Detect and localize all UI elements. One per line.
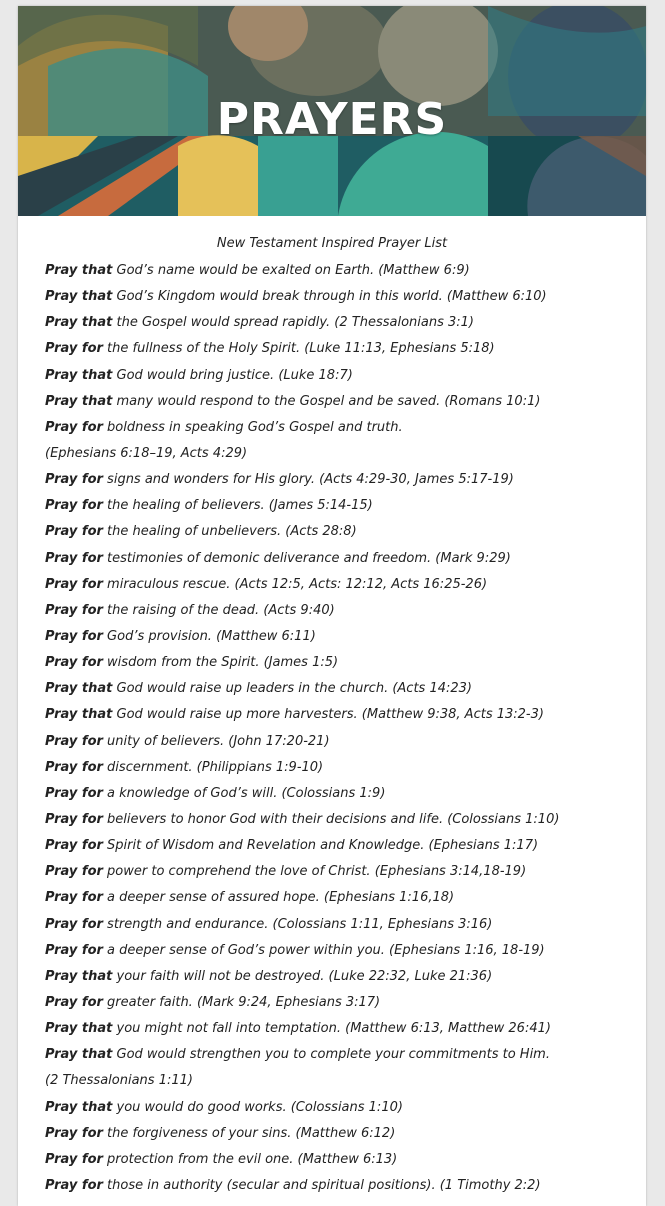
prayer-list xyxy=(18,258,646,1199)
prayer-text: protection from the evil one. (Matthew 6:13) xyxy=(102,1151,398,1167)
prayer-line xyxy=(45,598,638,624)
prayer-lead: Pray for xyxy=(45,838,103,854)
prayer-line xyxy=(45,1147,638,1173)
prayer-lead: Pray for xyxy=(45,498,103,514)
prayer-lead: Pray for xyxy=(45,1125,103,1141)
prayer-text: power to comprehend the love of Christ. (Ephesians 3:14,18-19) xyxy=(102,864,527,880)
prayer-line xyxy=(45,389,638,415)
prayer-lead: Pray for xyxy=(45,341,103,357)
prayer-text: those in authority (secular and spiritual positions). (1 Timothy 2:2) xyxy=(102,1177,541,1193)
prayer-text: the healing of believers. (James 5:14-15) xyxy=(102,498,373,514)
prayer-text: God would raise up more harvesters. (Matthew 9:38, Acts 13:2-3) xyxy=(112,707,544,723)
prayer-text: believers to honor God with their decisions and life. (Colossians 1:10) xyxy=(102,811,560,827)
prayer-line xyxy=(45,1068,638,1094)
banner-title: PRAYERS xyxy=(216,94,448,145)
prayer-text: God’s provision. (Matthew 6:11) xyxy=(102,628,316,644)
prayer-line xyxy=(45,493,638,519)
prayer-line xyxy=(45,1121,638,1147)
prayer-text: God’s name would be exalted on Earth. (Matthew 6:9) xyxy=(112,263,470,278)
prayer-lead: Pray for xyxy=(45,576,103,592)
prayer-lead: Pray that xyxy=(45,315,113,331)
prayer-line xyxy=(45,624,638,650)
prayer-line xyxy=(45,519,638,545)
prayer-line xyxy=(45,990,638,1016)
prayer-line xyxy=(45,676,638,702)
prayer-text: you would do good works. (Colossians 1:10) xyxy=(112,1099,403,1115)
prayer-line xyxy=(45,729,638,755)
prayer-line xyxy=(45,1016,638,1042)
prayer-lead: Pray for xyxy=(45,785,103,801)
prayer-line xyxy=(45,650,638,676)
prayer-line xyxy=(45,807,638,833)
prayer-lead: Pray that xyxy=(45,681,113,697)
prayer-text: greater faith. (Mark 9:24, Ephesians 3:17) xyxy=(102,994,381,1010)
prayer-lead: Pray for xyxy=(45,864,103,880)
prayer-line xyxy=(45,467,638,493)
prayer-lead: Pray that xyxy=(45,1099,113,1115)
prayer-line xyxy=(45,702,638,728)
prayer-line xyxy=(45,363,638,389)
prayer-text: a deeper sense of God’s power within you. (Ephesians 1:16, 18-19) xyxy=(102,942,545,958)
prayer-line xyxy=(45,1042,638,1068)
document-page xyxy=(18,6,646,1206)
prayer-line xyxy=(45,833,638,859)
prayer-text: wisdom from the Spirit. (James 1:5) xyxy=(102,655,339,671)
prayer-line xyxy=(45,258,638,284)
prayer-text: miraculous rescue. (Acts 12:5, Acts: 12:12, Acts 16:25-26) xyxy=(102,576,488,592)
prayer-line xyxy=(45,441,638,467)
prayer-text: the Gospel would spread rapidly. (2 Thessalonians 3:1) xyxy=(112,315,474,331)
prayer-lead: Pray for xyxy=(45,524,103,540)
prayer-line xyxy=(45,284,638,310)
prayer-text: your faith will not be destroyed. (Luke 22:32, Luke 21:36) xyxy=(112,968,493,984)
prayer-line xyxy=(45,415,638,441)
prayer-lead: Pray for xyxy=(45,733,103,749)
prayer-text: discernment. (Philippians 1:9-10) xyxy=(102,759,324,775)
prayer-lead: Pray that xyxy=(45,707,113,723)
prayer-lead: Pray for xyxy=(45,550,103,566)
prayer-text: a deeper sense of assured hope. (Ephesians 1:16,18) xyxy=(102,890,455,906)
prayer-text: (Ephesians 6:18–19, Acts 4:29) xyxy=(45,445,248,461)
prayer-text: God would bring justice. (Luke 18:7) xyxy=(112,367,353,383)
prayer-lead: Pray for xyxy=(45,628,103,644)
prayer-text: you might not fall into temptation. (Matthew 6:13, Matthew 26:41) xyxy=(112,1021,551,1037)
prayer-line xyxy=(45,859,638,885)
prayer-text: the fullness of the Holy Spirit. (Luke 11:13, Ephesians 5:18) xyxy=(102,341,495,357)
prayer-text: God’s Kingdom would break through in this world. (Matthew 6:10) xyxy=(112,289,547,305)
prayer-line xyxy=(45,1173,638,1199)
list-subtitle: New Testament Inspired Prayer List xyxy=(216,236,448,251)
prayer-lead: Pray that xyxy=(45,263,113,278)
prayer-lead: Pray for xyxy=(45,1177,103,1193)
prayer-text: (2 Thessalonians 1:11) xyxy=(45,1073,193,1089)
prayer-text: many would respond to the Gospel and be saved. (Romans 10:1) xyxy=(112,393,541,409)
prayer-lead: Pray that xyxy=(45,968,113,984)
prayer-text: strength and endurance. (Colossians 1:11, Ephesians 3:16) xyxy=(102,916,493,932)
prayer-lead: Pray that xyxy=(45,1021,113,1037)
prayer-lead: Pray for xyxy=(45,602,103,618)
prayer-text: unity of believers. (John 17:20-21) xyxy=(102,733,330,749)
prayer-lead: Pray for xyxy=(45,811,103,827)
prayer-lead: Pray for xyxy=(45,472,103,488)
prayer-lead: Pray for xyxy=(45,759,103,775)
prayer-lead: Pray that xyxy=(45,1047,113,1063)
prayer-line xyxy=(45,885,638,911)
prayer-line xyxy=(45,938,638,964)
prayer-text: God would strengthen you to complete your commitments to Him. xyxy=(112,1047,550,1063)
prayer-text: the forgiveness of your sins. (Matthew 6:12) xyxy=(102,1125,396,1141)
prayer-lead: Pray for xyxy=(45,916,103,932)
prayer-text: the healing of unbelievers. (Acts 28:8) xyxy=(102,524,357,540)
prayer-lead: Pray for xyxy=(45,655,103,671)
prayer-lead: Pray for xyxy=(45,942,103,958)
prayer-line xyxy=(45,755,638,781)
prayer-lead: Pray for xyxy=(45,1151,103,1167)
prayer-line xyxy=(45,336,638,362)
prayer-lead: Pray for xyxy=(45,419,103,435)
prayer-line xyxy=(45,546,638,572)
prayer-text: testimonies of demonic deliverance and freedom. (Mark 9:29) xyxy=(102,550,511,566)
prayer-line xyxy=(45,964,638,990)
prayer-lead: Pray for xyxy=(45,994,103,1010)
prayer-text: boldness in speaking God’s Gospel and truth. xyxy=(102,419,403,435)
prayer-line xyxy=(45,572,638,598)
prayer-lead: Pray that xyxy=(45,393,113,409)
prayer-text: signs and wonders for His glory. (Acts 4:29-30, James 5:17-19) xyxy=(102,472,514,488)
prayer-text: a knowledge of God’s will. (Colossians 1:9) xyxy=(102,785,386,801)
prayer-line xyxy=(45,310,638,336)
prayer-lead: Pray that xyxy=(45,367,113,383)
prayer-lead: Pray for xyxy=(45,890,103,906)
prayer-text: Spirit of Wisdom and Revelation and Knowledge. (Ephesians 1:17) xyxy=(102,838,539,854)
prayer-text: God would raise up leaders in the church. (Acts 14:23) xyxy=(112,681,472,697)
prayer-line xyxy=(45,781,638,807)
prayer-line xyxy=(45,912,638,938)
banner-image xyxy=(18,6,646,216)
prayer-text: the raising of the dead. (Acts 9:40) xyxy=(102,602,335,618)
prayer-lead: Pray that xyxy=(45,289,113,305)
prayer-line xyxy=(45,1095,638,1121)
